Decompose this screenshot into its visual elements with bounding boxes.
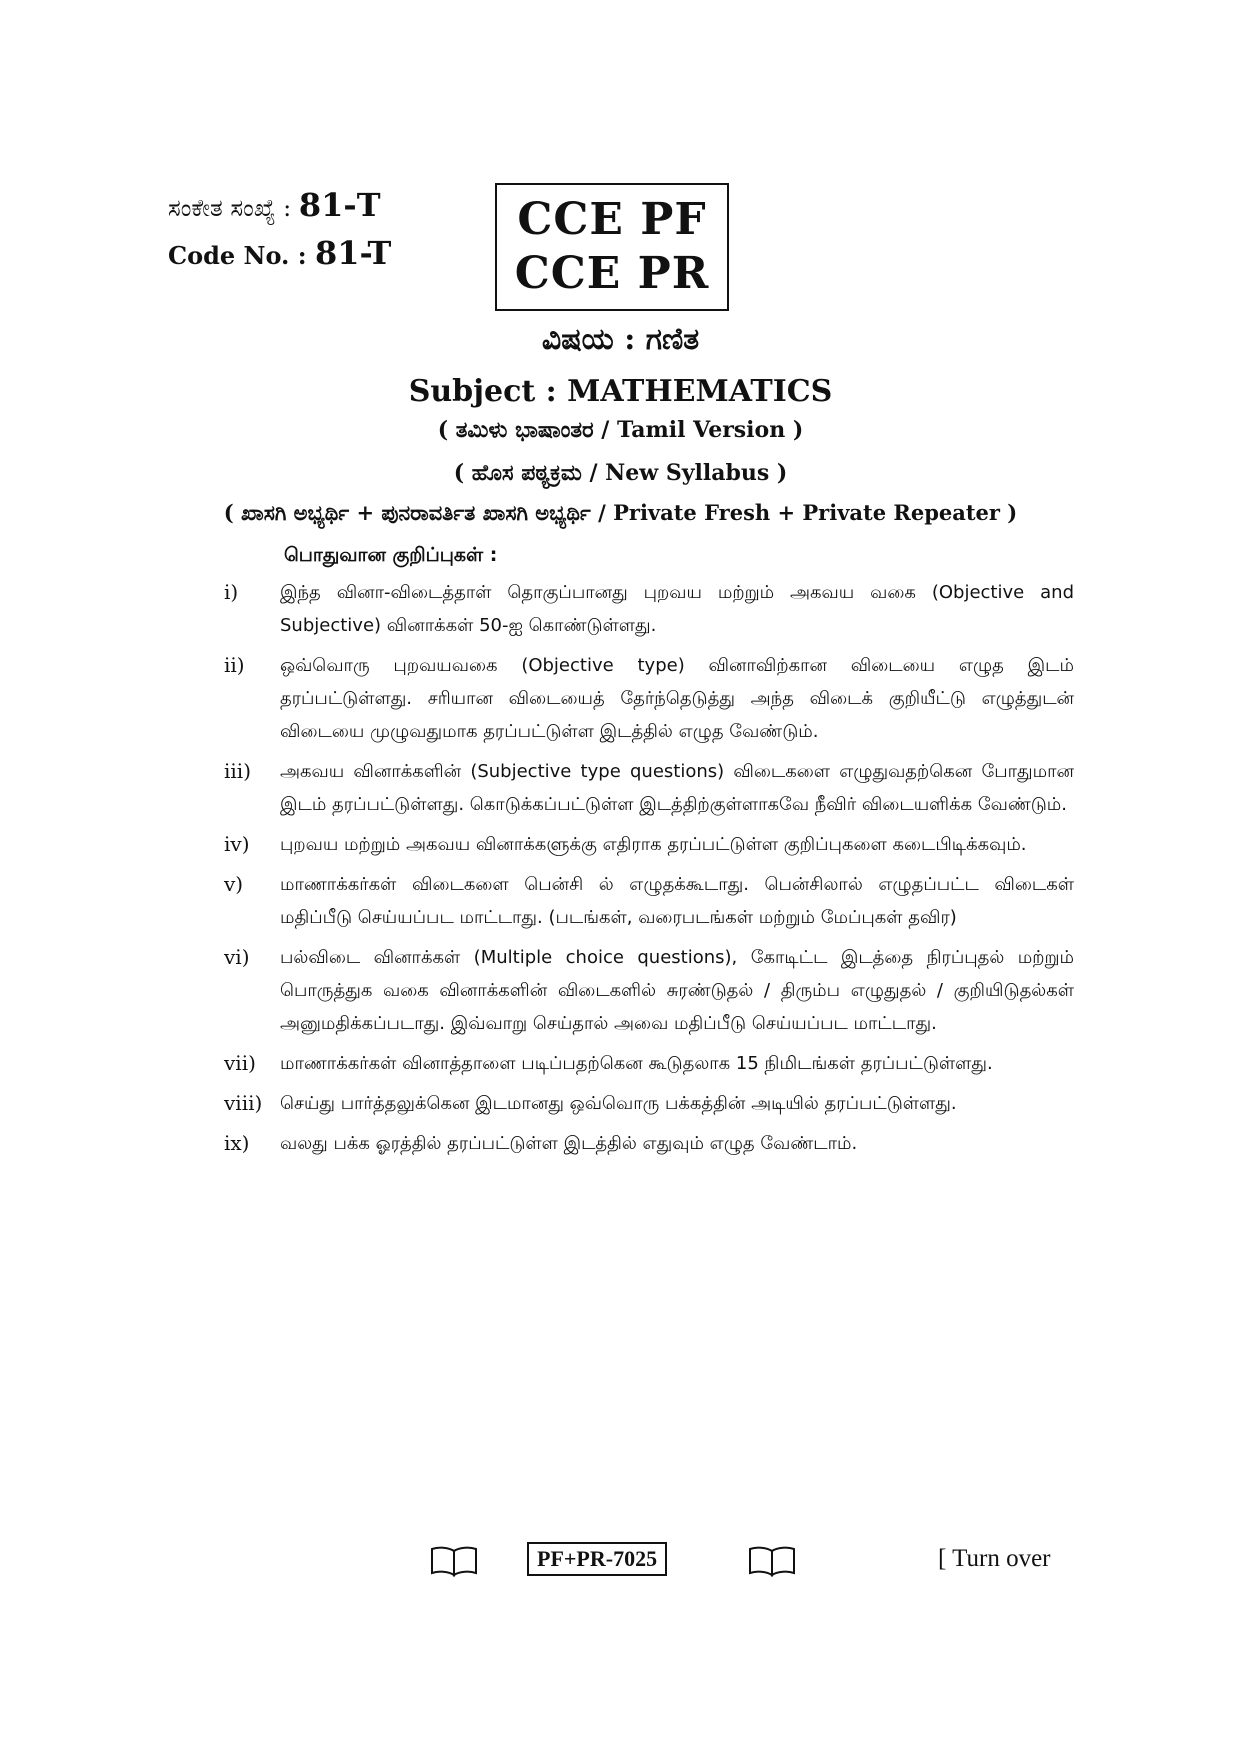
code-kannada-label: ಸಂಕೇತ ಸಂಖ್ಯೆ : [168,194,292,222]
instruction-text: பல்விடை வினாக்கள் (Multiple choice questions), கோடிட்ட இடத்தை நிரப்புதல் மற்றும் பொருத்துக வகை வினாக்களின் விடைகளில் சுரண்டுதல் / திரும்ப எழுதுதல் / குறியிடுதல்கள் அனுமதிக்கப்படாது. இவ்வாறு செய்தால் அவை மதிப்பீடு செய்யப்பட மாட்டாது. [280,947,1074,1034]
instruction-item [224,576,1074,642]
instruction-item [224,828,1074,861]
instruction-number: v) [224,872,244,896]
turn-over-note: [ Turn over [938,1545,1051,1572]
instruction-number: ix) [224,1131,250,1155]
code-english-label: Code No. : [168,241,307,270]
instruction-text: ஒவ்வொரு புறவயவகை (Objective type) வினாவிற்கான விடையை எழுத இடம் தரப்பட்டுள்ளது. சரியான விடையைத் தேர்ந்தெடுத்து அந்த விடைக் குறியீட்டு எழுத்துடன் விடையை முழுவதுமாக தரப்பட்டுள்ள இடத்தில் எழுத வேண்டும். [280,655,1074,742]
instruction-number: iii) [224,759,251,783]
code-number-kannada [168,186,381,224]
exam-type-line-1: CCE PF [517,194,707,245]
instruction-item [224,755,1074,821]
exam-type-box [495,183,729,311]
instruction-text: செய்து பார்த்தலுக்கென இடமானது ஒவ்வொரு பக்கத்தின் அடியில் தரப்பட்டுள்ளது. [280,1093,957,1114]
code-number-english [168,234,391,272]
instruction-item [224,1087,1074,1120]
instruction-item [224,649,1074,748]
instruction-text: மாணாக்கர்கள் வினாத்தாளை படிப்பதற்கென கூடுதலாக 15 நிமிடங்கள் தரப்பட்டுள்ளது. [280,1053,993,1074]
instruction-number: vi) [224,945,250,969]
open-book-icon [748,1545,796,1581]
instruction-item [224,1047,1074,1080]
instruction-number: iv) [224,832,250,856]
subject-kannada: ವಿಷಯ : ಗಣಿತ [541,322,700,357]
instruction-text: இந்த வினா-விடைத்தாள் தொகுப்பானது புறவய மற்றும் அகவய வகை (Objective and Subjective) வினாக்கள் 50-ஐ கொண்டுள்ளது. [280,582,1074,636]
instruction-text: அகவய வினாக்களின் (Subjective type questions) விடைகளை எழுதுவதற்கென போதுமான இடம் தரப்பட்டுள்ளது. கொடுக்கப்பட்டுள்ள இடத்திற்குள்ளாகவே நீவிர் விடையளிக்க வேண்டும். [280,761,1074,815]
instruction-text: வலது பக்க ஓரத்தில் தரப்பட்டுள்ள இடத்தில் எதுவும் எழுத வேண்டாம். [280,1133,858,1154]
open-book-icon [430,1545,478,1581]
instructions-list [224,576,1074,1167]
instruction-text: புறவய மற்றும் அகவய வினாக்களுக்கு எதிராக தரப்பட்டுள்ள குறிப்புகளை கடைபிடிக்கவும். [280,834,1027,855]
subject-english: Subject : MATHEMATICS [408,374,833,409]
code-kannada-value: 81-T [298,186,381,224]
instruction-text: மாணாக்கர்கள் விடைகளை பென்சி ல் எழுதக்கூடாது. பென்சிலால் எழுதப்பட்ட விடைகள் மதிப்பீடு செய்யப்பட மாட்டாது. (படங்கள், வரைபடங்கள் மற்றும் மேப்புகள் தவிர) [280,874,1074,928]
exam-type-line-2: CCE PR [514,248,710,299]
instruction-item [224,1127,1074,1160]
instruction-item [224,868,1074,934]
instruction-number: viii) [224,1091,263,1115]
instruction-number: vii) [224,1051,256,1075]
syllabus-line: ( ಹೊಸ ಪಠ್ಯಕ್ರಮ / New Syllabus ) [453,460,788,486]
instruction-number: i) [224,580,239,604]
code-english-value: 81-T [314,234,392,272]
instruction-number: ii) [224,653,245,677]
footer-paper-code: PF+PR-7025 [527,1542,667,1576]
instructions-heading: பொதுவான குறிப்புகள் : [284,544,498,566]
candidate-line: ( ಖಾಸಗಿ ಅಭ್ಯರ್ಥಿ + ಪುನರಾವರ್ತಿತ ಖಾಸಗಿ ಅಭ್ಯರ್ಥಿ / Private Fresh + Private Repeater ) [223,500,1018,525]
version-line: ( ತಮಿಳು ಭಾಷಾಂತರ / Tamil Version ) [437,417,804,443]
instruction-item [224,941,1074,1040]
